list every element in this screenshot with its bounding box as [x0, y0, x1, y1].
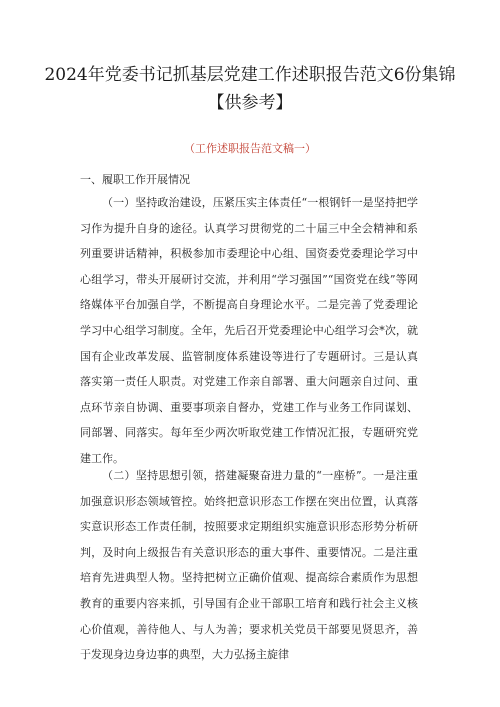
paragraph-1: （一）坚持政治建设，压紧压实主体责任“一根钢钎一是坚持把学习作为提升自身的途径。认真学习贯彻党的二十届三中全会精神和系列重要讲话精神，积极参加市委理论中心组、国资委党委理论学习中心组学习，带头开展研讨交流，并利用“学习强国”“国资党在线”等网络媒体平台加强自学，不断提高自身理论水平。二是完善了党委理论学习中心组学习制度。全年，先后召开党委理论中心组学习会*次，就国有企业改革发展、监管制度体系建设等进行了专题研讨。三是认真落实第一责任人职责。对党建工作亲自部署、重大问题亲自过问、重点环节亲自协调、重要事项亲自督办，党建工作与业务工作同谋划、同部署、同落实。每年至少两次听取党建工作情况汇报，专题研究党建工作。: [80, 196, 418, 465]
document-title-note: 【供参考】: [207, 93, 293, 113]
document-title: 2024年党委书记抓基层党建工作述职报告范文6份集锦: [44, 65, 456, 85]
section-heading: 一、履职工作开展情况: [80, 173, 190, 186]
document-subtitle: （工作述职报告范文稿一）: [184, 142, 316, 155]
paragraph-2: （二）坚持思想引领，搭建凝聚奋进力量的“一座桥”。一是注重加强意识形态领域管控。始终把意识形态工作摆在突出位置，认真落实意识形态工作责任制，按照要求定期组织实施意识形态形势分析研判，及时向上级报告有关意识形态的重大事件、重要情况。二是注重培育先进典型人物。坚持把树立正确价值观、提高综合素质作为思想教育的重要内容来抓，引导国有企业干部职工培育和践行社会主义核心价值观，善待他人、与人为善；要求机关党员干部要见贤思齐，善于发现身边身边事的典型，大力弘扬主旋律: [80, 469, 418, 662]
